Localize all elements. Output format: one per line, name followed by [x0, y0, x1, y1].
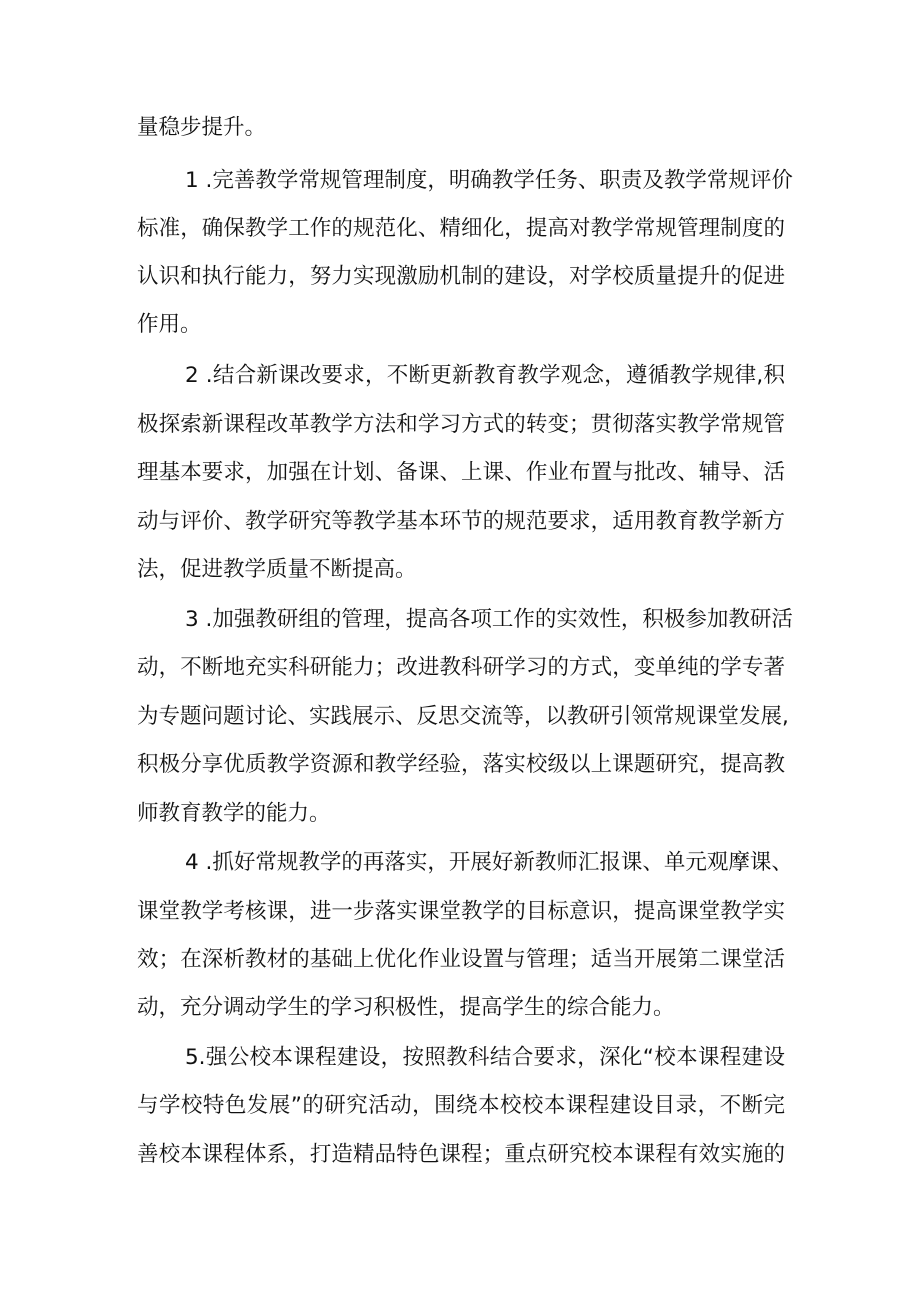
paragraph-2-line: [0, 356, 920, 396]
text-line: [0, 550, 920, 590]
line-text: 课堂教学考核课，进一步落实课堂教学的目标意识，提高课堂教学实: [137, 899, 785, 924]
line-text: 动，不断地充实科研能力；改进教科研学习的方式，变单纯的学专著: [137, 655, 785, 680]
text-line: [0, 1135, 920, 1175]
text-line: [0, 794, 920, 834]
text-line: [0, 648, 920, 688]
line-text: 5.强公校本课程建设，按照教科结合要求，深化“校本课程建设: [185, 1045, 785, 1070]
line-text: 标准，确保教学工作的规范化、精细化，提高对教学常规管理制度的: [137, 216, 785, 241]
line-text: 为专题问题讨论、实践展示、反思交流等，以教研引领常规课堂发展,: [137, 704, 789, 729]
paragraph-1-line: [0, 161, 920, 201]
line-text: 3 .加强教研组的管理，提高各项工作的实效性，积极参加教研活: [185, 607, 793, 632]
line-text: 1 .完善教学常规管理制度，明确教学任务、职责及教学常规评价: [185, 168, 793, 193]
text-line: [0, 892, 920, 932]
line-text: 动与评价、教学研究等教学基本环节的规范要求，适用教育教学新方: [137, 509, 785, 534]
text-line: [0, 1086, 920, 1126]
line-text: 2 .结合新课改要求，不断更新教育教学观念，遵循教学规律,积: [185, 363, 785, 388]
line-text: 作用。: [137, 312, 202, 337]
line-text: 法，促进教学质量不断提高。: [137, 557, 417, 582]
line-text: 与学校特色发展”的研究活动，围绕本校校本课程建设目录，不断完: [137, 1093, 785, 1118]
line-text: 效；在深析教材的基础上优化作业设置与管理；适当开展第二课堂活: [137, 947, 785, 972]
paragraph-3-line: [0, 600, 920, 640]
paragraph-4-line: [0, 843, 920, 883]
text-line: [0, 745, 920, 785]
line-text: 师教育教学的能力。: [137, 801, 331, 826]
line-text: 积极分享优质教学资源和教学经验，落实校级以上课题研究，提高教: [137, 752, 785, 777]
text-line: [0, 405, 920, 445]
line-text: 量稳步提升。: [137, 115, 267, 140]
text-line: [0, 305, 920, 345]
text-line: [0, 697, 920, 737]
text-line: [0, 257, 920, 297]
line-text: 极探索新课程改革教学方法和学习方式的转变；贯彻落实教学常规管: [137, 412, 785, 437]
text-line: [0, 453, 920, 493]
line-text: 善校本课程体系，打造精品特色课程；重点研究校本课程有效实施的: [137, 1142, 785, 1167]
text-line: [0, 988, 920, 1028]
paragraph-5-line: [0, 1038, 920, 1078]
line-text: 动，充分调动学生的学习积极性，提高学生的综合能力。: [137, 995, 675, 1020]
line-text: 认识和执行能力，努力实现激励机制的建设，对学校质量提升的促进: [137, 264, 785, 289]
line-text: 4 .抓好常规教学的再落实，开展好新教师汇报课、单元观摩课、: [185, 850, 793, 875]
text-line: [0, 502, 920, 542]
text-line: [0, 209, 920, 249]
line-text: 理基本要求，加强在计划、备课、上课、作业布置与批改、辅导、活: [137, 460, 785, 485]
text-line: [0, 108, 920, 148]
text-line: [0, 940, 920, 980]
